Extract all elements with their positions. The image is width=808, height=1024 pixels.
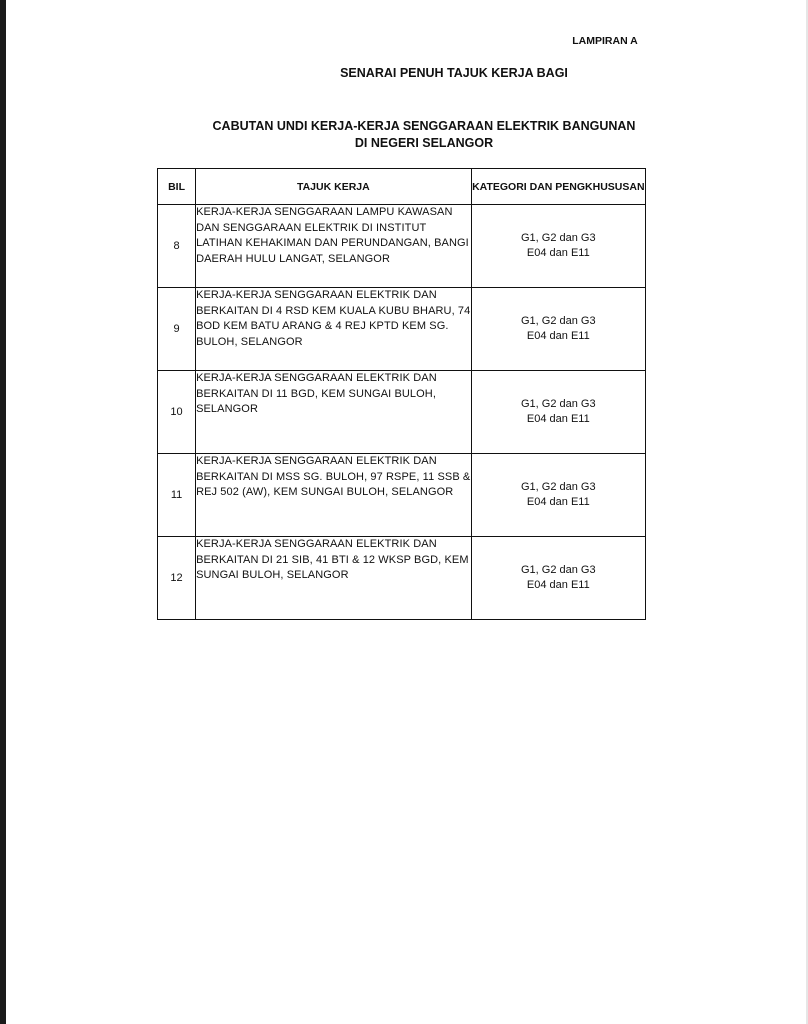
table-row bbox=[158, 205, 646, 288]
row-bil: 11 bbox=[158, 454, 196, 537]
row-bil: 10 bbox=[158, 371, 196, 454]
row-tajuk-kerja: KERJA-KERJA SENGGARAAN ELEKTRIK DAN BERKAITAN DI MSS SG. BULOH, 97 RSPE, 11 SSB & REJ 502 (AW), KEM SUNGAI BULOH, SELANGOR bbox=[196, 454, 472, 537]
annex-label: LAMPIRAN A bbox=[572, 35, 638, 47]
kategori-line-2: E04 dan E11 bbox=[526, 330, 590, 342]
row-bil: 12 bbox=[158, 537, 196, 620]
row-kategori bbox=[471, 288, 645, 371]
row-tajuk-kerja: KERJA-KERJA SENGGARAAN ELEKTRIK DAN BERKAITAN DI 21 SIB, 41 BTI & 12 WKSP BGD, KEM SUNGAI BULOH, SELANGOR bbox=[196, 537, 472, 620]
document-subtitle bbox=[160, 118, 688, 152]
table-row bbox=[158, 371, 646, 454]
kategori-line-2: E04 dan E11 bbox=[526, 496, 590, 508]
kategori-line-1: G1, G2 dan G3 bbox=[521, 398, 596, 410]
page-left-edge bbox=[0, 0, 6, 1024]
kategori-line-2: E04 dan E11 bbox=[526, 247, 590, 259]
header-tajuk-kerja: TAJUK KERJA bbox=[196, 169, 472, 205]
table-row bbox=[158, 454, 646, 537]
kategori-line-1: G1, G2 dan G3 bbox=[521, 315, 596, 327]
row-tajuk-kerja: KERJA-KERJA SENGGARAAN LAMPU KAWASAN DAN SENGGARAAN ELEKTRIK DI INSTITUT LATIHAN KEHAKIMAN DAN PERUNDANGAN, BANGI DAERAH HULU LANGAT, SELANGOR bbox=[196, 205, 472, 288]
kategori-line-1: G1, G2 dan G3 bbox=[521, 481, 596, 493]
kategori-line-2: E04 dan E11 bbox=[526, 579, 590, 591]
row-bil: 9 bbox=[158, 288, 196, 371]
row-kategori bbox=[471, 371, 645, 454]
header-bil: BIL bbox=[158, 169, 196, 205]
table-header-row bbox=[158, 169, 646, 205]
kategori-line-1: G1, G2 dan G3 bbox=[521, 564, 596, 576]
row-tajuk-kerja: KERJA-KERJA SENGGARAAN ELEKTRIK DAN BERKAITAN DI 4 RSD KEM KUALA KUBU BHARU, 74 BOD KEM BATU ARANG & 4 REJ KPTD KEM SG. BULOH, SELANGOR bbox=[196, 288, 472, 371]
row-kategori bbox=[471, 454, 645, 537]
kategori-line-1: G1, G2 dan G3 bbox=[521, 232, 596, 244]
row-tajuk-kerja: KERJA-KERJA SENGGARAAN ELEKTRIK DAN BERKAITAN DI 11 BGD, KEM SUNGAI BULOH, SELANGOR bbox=[196, 371, 472, 454]
subtitle-line-1: CABUTAN UNDI KERJA-KERJA SENGGARAAN ELEKTRIK BANGUNAN bbox=[212, 119, 636, 133]
subtitle-line-2: DI NEGERI SELANGOR bbox=[354, 136, 494, 150]
row-kategori bbox=[471, 537, 645, 620]
row-bil: 8 bbox=[158, 205, 196, 288]
row-kategori bbox=[471, 205, 645, 288]
document-title: SENARAI PENUH TAJUK KERJA BAGI bbox=[340, 66, 568, 80]
header-kategori: KATEGORI DAN PENGKHUSUSAN bbox=[471, 169, 645, 205]
table-row bbox=[158, 288, 646, 371]
kategori-line-2: E04 dan E11 bbox=[526, 413, 590, 425]
works-table bbox=[157, 168, 646, 620]
table-row bbox=[158, 537, 646, 620]
